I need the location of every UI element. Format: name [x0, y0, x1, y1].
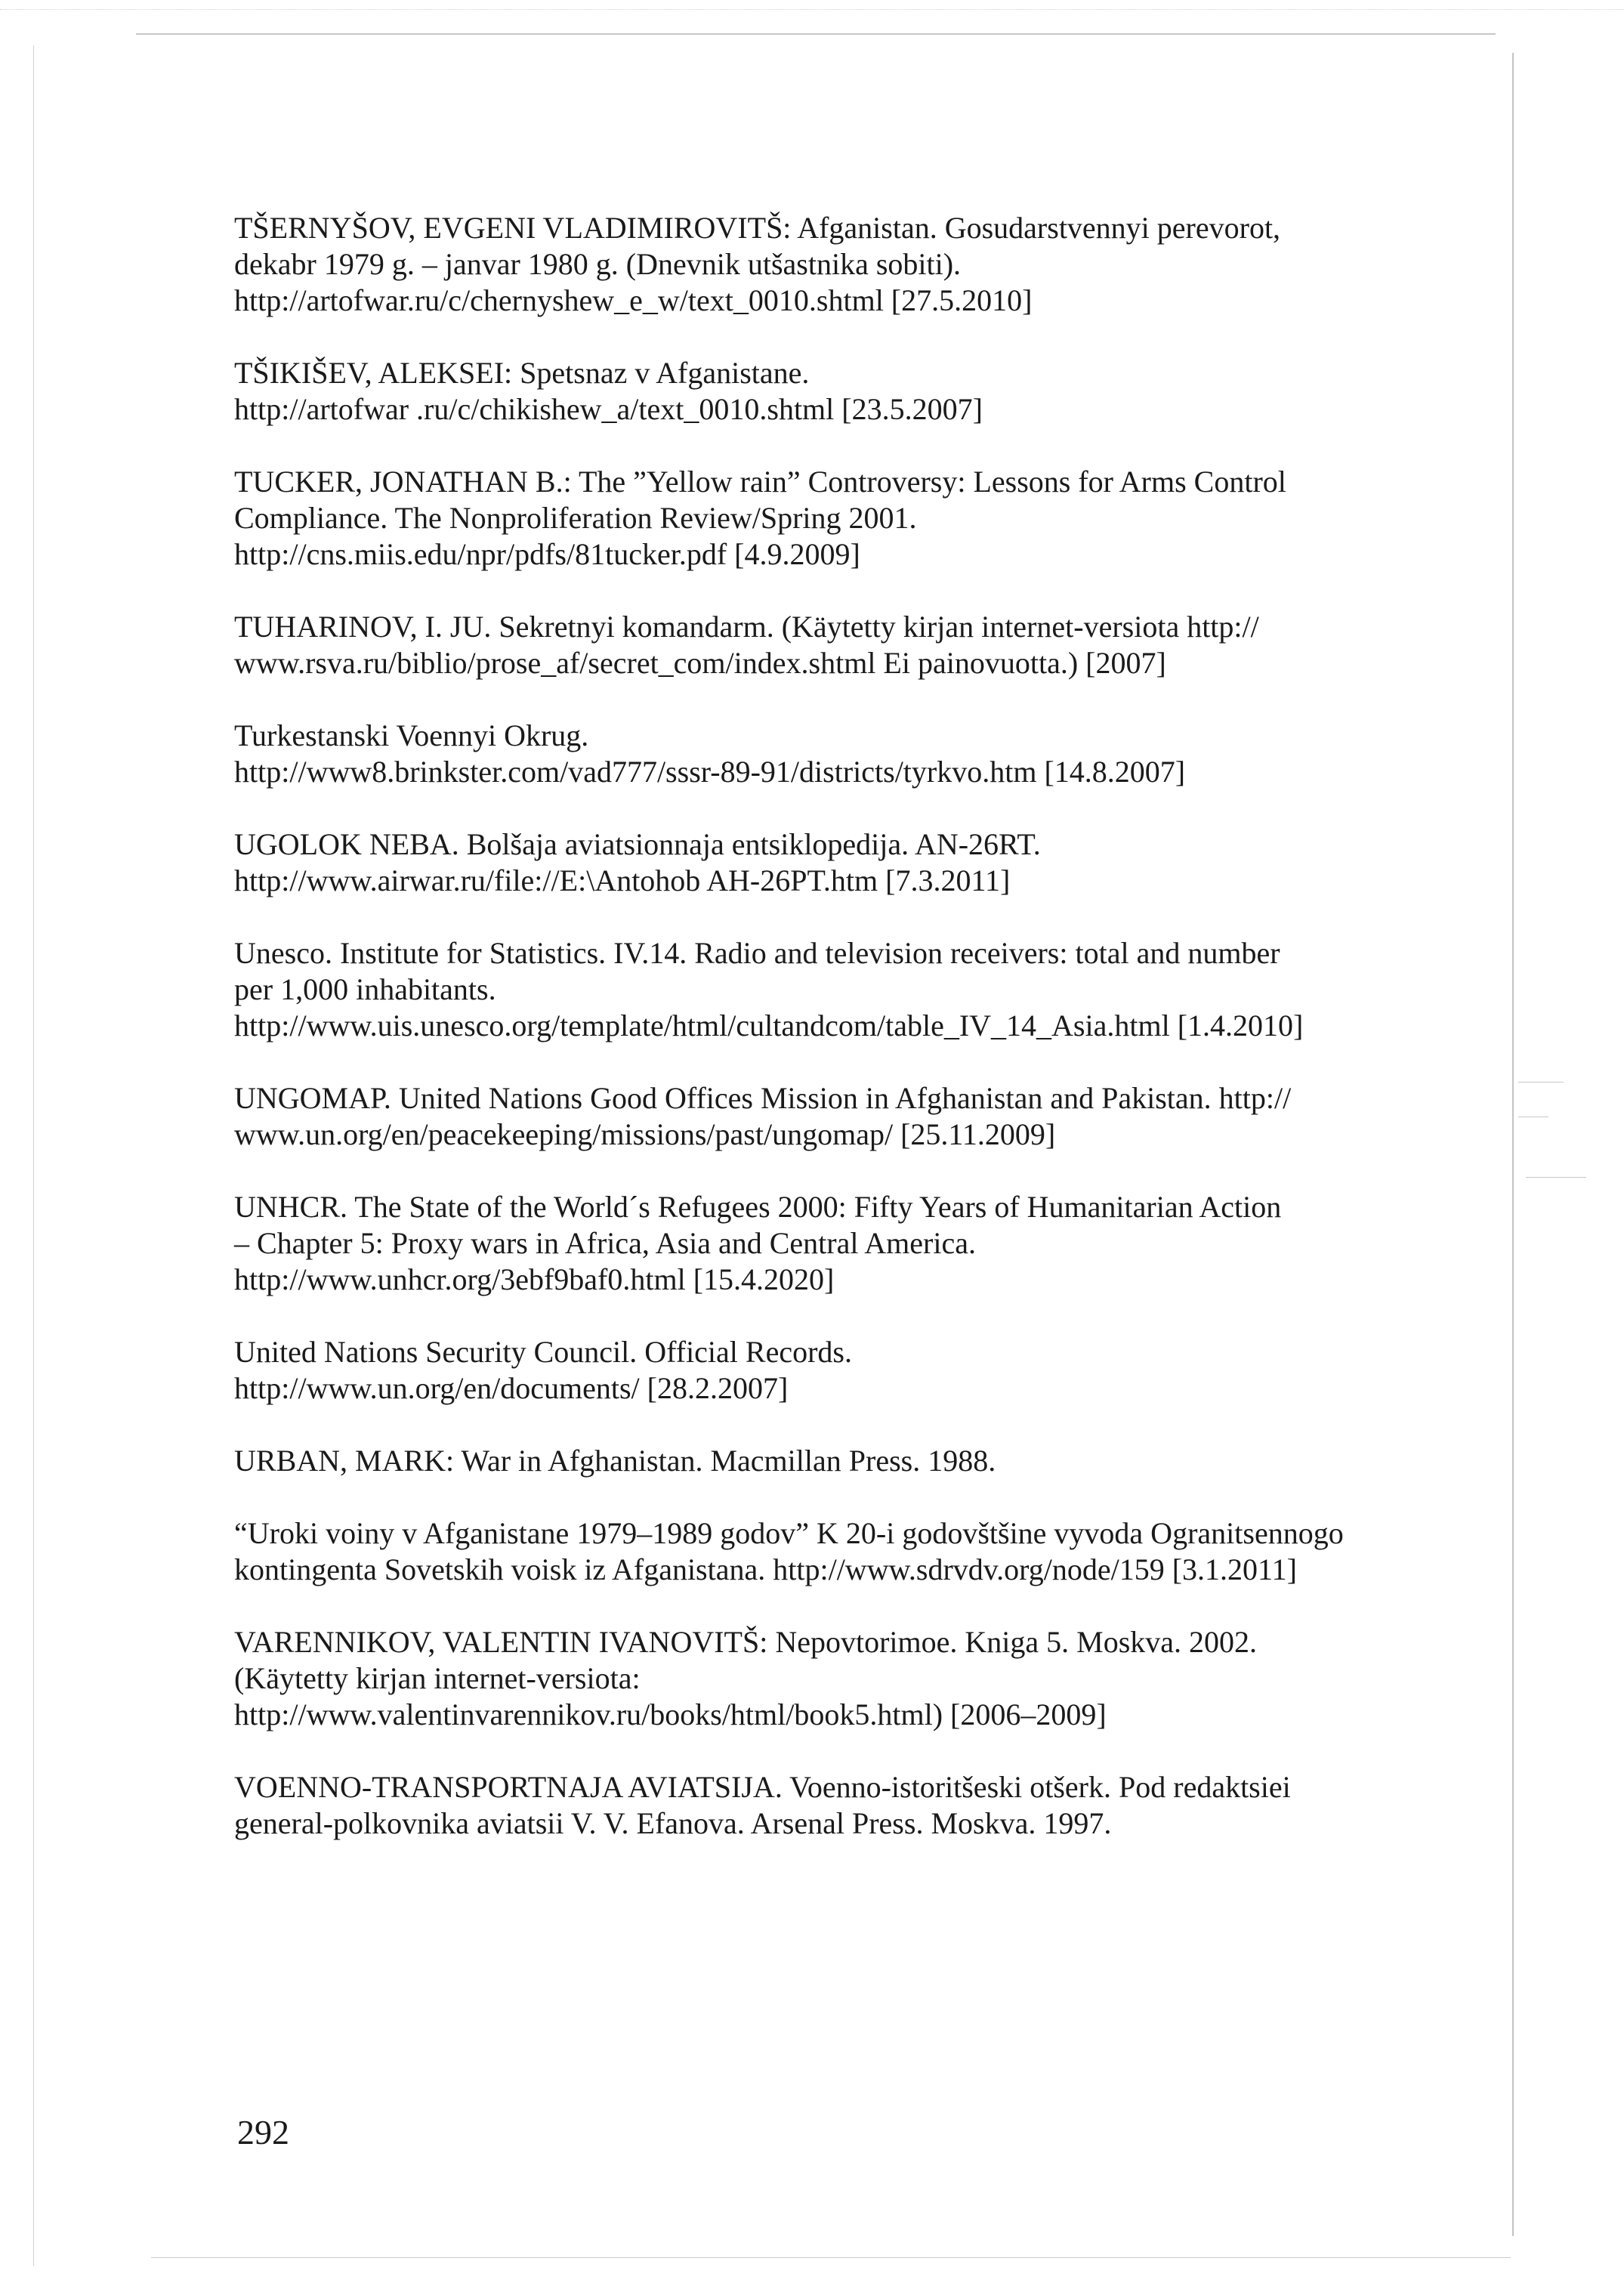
entry-line: http://www.airwar.ru/file://E:\Antohob AH-26PT.htm [7.3.2011] [234, 863, 1011, 897]
entry-line: “Uroki voiny v Afganistane 1979–1989 godov” K 20-i godovštšine vyvoda Ogranitsennogo [234, 1516, 1344, 1550]
entry-line: per 1,000 inhabitants. [234, 972, 496, 1006]
entry-line: UNHCR. The State of the World´s Refugees 2000: Fifty Years of Humanitarian Action [234, 1190, 1282, 1224]
entry-line: Turkestanski Voennyi Okrug. [234, 718, 589, 752]
scan-mark [1518, 1082, 1564, 1083]
entry-line: http://artofwar .ru/c/chikishew_a/text_0010.shtml [23.5.2007] [234, 392, 983, 426]
bibliography-entry [234, 464, 1367, 573]
entry-line: http://artofwar.ru/c/chernyshew_e_w/text_0010.shtml [27.5.2010] [234, 283, 1033, 317]
entry-line: TŠERNYŠOV, EVGENI VLADIMIROVITŠ: Afganistan. Gosudarstvennyi perevorot, [234, 211, 1281, 245]
bibliography-entry [234, 355, 1367, 428]
entry-line: TUHARINOV, I. JU. Sekretnyi komandarm. (Käytetty kirjan internet-versiota http:// [234, 610, 1259, 644]
page-number: 292 [237, 2113, 289, 2151]
bibliography-entry [234, 826, 1367, 899]
bibliography-entry [234, 1624, 1367, 1733]
entry-line: VARENNIKOV, VALENTIN IVANOVITŠ: Nepovtorimoe. Kniga 5. Moskva. 2002. [234, 1625, 1258, 1659]
entry-line: http://cns.miis.edu/npr/pdfs/81tucker.pdf [4.9.2009] [234, 537, 860, 571]
bibliography-entry [234, 609, 1367, 681]
entry-line: (Käytetty kirjan internet-versiota: [234, 1661, 641, 1695]
bibliography-entry [234, 1189, 1367, 1298]
scan-edge-top-dotted [0, 9, 1624, 10]
bibliography-entry [234, 1769, 1367, 1842]
entry-line: kontingenta Sovetskih voisk iz Afganistana. http://www.sdrvdv.org/node/159 [3.1.2011] [234, 1552, 1297, 1586]
scan-edge-right [1512, 53, 1514, 2236]
entry-line: http://www.unhcr.org/3ebf9baf0.html [15.4.2020] [234, 1262, 835, 1296]
entry-line: VOENNO-TRANSPORTNAJA AVIATSIJA. Voenno-istoritšeski otšerk. Pod redaktsiei [234, 1770, 1291, 1804]
entry-line: URBAN, MARK: War in Afghanistan. Macmillan Press. 1988. [234, 1444, 996, 1478]
bibliography-entry [234, 718, 1367, 790]
entry-line: TŠIKIŠEV, ALEKSEI: Spetsnaz v Afganistane. [234, 356, 810, 390]
entry-line: – Chapter 5: Proxy wars in Africa, Asia and Central America. [234, 1226, 976, 1260]
entry-line: UGOLOK NEBA. Bolšaja aviatsionnaja entsiklopedija. AN-26RT. [234, 827, 1041, 861]
entry-line: dekabr 1979 g. – janvar 1980 g. (Dnevnik utšastnika sobiti). [234, 247, 962, 281]
entry-line: UNGOMAP. United Nations Good Offices Mission in Afghanistan and Pakistan. http:// [234, 1081, 1292, 1115]
entry-line: www.un.org/en/peacekeeping/missions/past/ungomap/ [25.11.2009] [234, 1117, 1056, 1151]
bibliography-entry [234, 935, 1367, 1044]
bibliography-entry [234, 1443, 1367, 1479]
entry-line: United Nations Security Council. Official Records. [234, 1335, 852, 1369]
entry-line: Unesco. Institute for Statistics. IV.14. Radio and television receivers: total and number [234, 936, 1280, 970]
entry-line: http://www.uis.unesco.org/template/html/cultandcom/table_IV_14_Asia.html [1.4.2010] [234, 1009, 1304, 1042]
bibliography-entry [234, 1080, 1367, 1153]
bibliography-list [234, 210, 1367, 1878]
bibliography-entry [234, 210, 1367, 319]
entry-line: http://www8.brinkster.com/vad777/sssr-89-91/districts/tyrkvo.htm [14.8.2007] [234, 755, 1186, 789]
scan-mark [1526, 1177, 1586, 1178]
scan-edge-bottom [151, 2257, 1511, 2258]
bibliography-entry [234, 1515, 1367, 1588]
entry-line: Compliance. The Nonproliferation Review/Spring 2001. [234, 501, 917, 535]
scan-edge-left [33, 45, 34, 2266]
entry-line: www.rsva.ru/biblio/prose_af/secret_com/index.shtml Ei painovuotta.) [2007] [234, 646, 1166, 680]
bibliography-entry [234, 1334, 1367, 1407]
entry-line: http://www.valentinvarennikov.ru/books/html/book5.html) [2006–2009] [234, 1697, 1107, 1731]
entry-line: http://www.un.org/en/documents/ [28.2.2007] [234, 1371, 789, 1405]
entry-line: general-polkovnika aviatsii V. V. Efanova. Arsenal Press. Moskva. 1997. [234, 1806, 1112, 1840]
scan-edge-top [136, 33, 1496, 35]
entry-line: TUCKER, JONATHAN B.: The ”Yellow rain” Controversy: Lessons for Arms Control [234, 465, 1286, 499]
